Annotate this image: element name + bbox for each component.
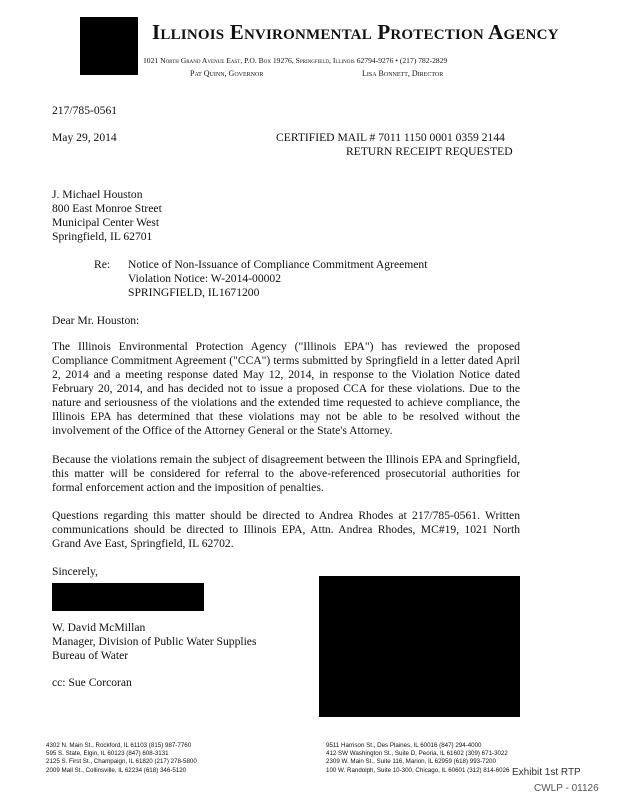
- footer-office: 412 SW Washington St., Suite D, Peoria, IL 61602 (309) 671-3022: [326, 750, 508, 758]
- paragraph-1: The Illinois Environmental Protection Agency ("Illinois EPA") has reviewed the proposed Compliance Commitment Agreement ("CCA") terms submitted by Springfield in a letter dated April 2, 2014 and a meeting response dated May 12, 2014, in response to the Violation Notice dated February 20, 2014, and has decided not to issue a proposed CCA for these violations. Due to the nature and seriousness of the violations and the extended time requested to achieve compliance, the Illinois EPA has determined that these violations may not be able to be resolved without the involvement of the Office of the Attorney General or the State's Attorney.: [52, 340, 520, 437]
- footer-office: 100 W. Randolph, Suite 10-300, Chicago, IL 60601 (312) 814-6026: [326, 766, 510, 774]
- cc-line: cc: Sue Corcoran: [52, 676, 132, 689]
- footer-offices-right: [326, 742, 509, 775]
- agency-logo: [80, 17, 138, 75]
- re-subject-block: [128, 258, 427, 300]
- footer-office: 2009 Mall St., Collinsville, IL 62234 (618) 346-5120: [46, 766, 187, 774]
- exhibit-stamp: Exhibit 1st RTP: [512, 767, 581, 778]
- re-facility: SPRINGFIELD, IL1671200: [128, 286, 260, 299]
- governor-name: Pat Quinn, Governor: [190, 69, 264, 78]
- footer-office: 595 S. State, Elgin, IL 60123 (847) 608-3131: [46, 750, 169, 758]
- director-name: Lisa Bonnett, Director: [362, 69, 444, 78]
- certified-mail: CERTIFIED MAIL # 7011 1150 0001 0359 2144: [276, 131, 505, 144]
- re-violation: Violation Notice: W-2014-00002: [128, 272, 282, 285]
- letter-date: May 29, 2014: [52, 131, 117, 144]
- signer-name: W. David McMillan: [52, 621, 146, 634]
- signer-title: Manager, Division of Public Water Supplies: [52, 635, 257, 648]
- agency-name: Illinois Environmental Protection Agency: [152, 20, 559, 44]
- closing: Sincerely,: [52, 565, 98, 578]
- signer-bureau: Bureau of Water: [52, 649, 129, 662]
- return-receipt: RETURN RECEIPT REQUESTED: [346, 145, 513, 158]
- recipient-building: Municipal Center West: [52, 216, 160, 229]
- footer-office: 2309 W. Main St., Suite 116, Marion, IL 62959 (618) 993-7200: [326, 758, 496, 766]
- recipient-address: [52, 188, 162, 244]
- agency-address: 1021 North Grand Avenue East, P.O. Box 19276, Springfield, Illinois 62794-9276 • (217) 782-2829: [143, 56, 448, 65]
- recipient-name: J. Michael Houston: [52, 188, 143, 201]
- footer-offices-left: [46, 742, 197, 775]
- footer-office: 4302 N. Main St., Rockford, IL 61103 (815) 987-7760: [46, 742, 192, 749]
- re-subject: Notice of Non-Issuance of Compliance Commitment Agreement: [128, 258, 428, 271]
- salutation: Dear Mr. Houston:: [52, 314, 140, 327]
- bates-number: CWLP - 01126: [534, 783, 599, 794]
- paragraph-3: Questions regarding this matter should be directed to Andrea Rhodes at 217/785-0561. Written communications should be directed to Illinois EPA, Attn. Andrea Rhodes, MC#19, 1021 North Grand Ave East, Springfield, IL 62702.: [52, 509, 520, 550]
- phone-number: 217/785-0561: [52, 104, 118, 117]
- recipient-city: Springfield, IL 62701: [52, 230, 153, 243]
- footer-office: 9511 Harrison St., Des Plaines, IL 60016 (847) 294-4000: [326, 742, 482, 749]
- paragraph-2: Because the violations remain the subject of disagreement between the Illinois EPA and Springfield, this matter will be considered for referral to the above-referenced prosecutorial authorities for formal enforcement action and the imposition of penalties.: [52, 453, 520, 494]
- signer-block: [52, 621, 256, 663]
- footer-office: 2125 S. First St., Champaign, IL 61820 (217) 278-5800: [46, 758, 197, 766]
- re-label: Re:: [94, 258, 111, 271]
- redacted-signature: [52, 583, 204, 611]
- redaction-box: [319, 576, 520, 717]
- recipient-street: 800 East Monroe Street: [52, 202, 162, 215]
